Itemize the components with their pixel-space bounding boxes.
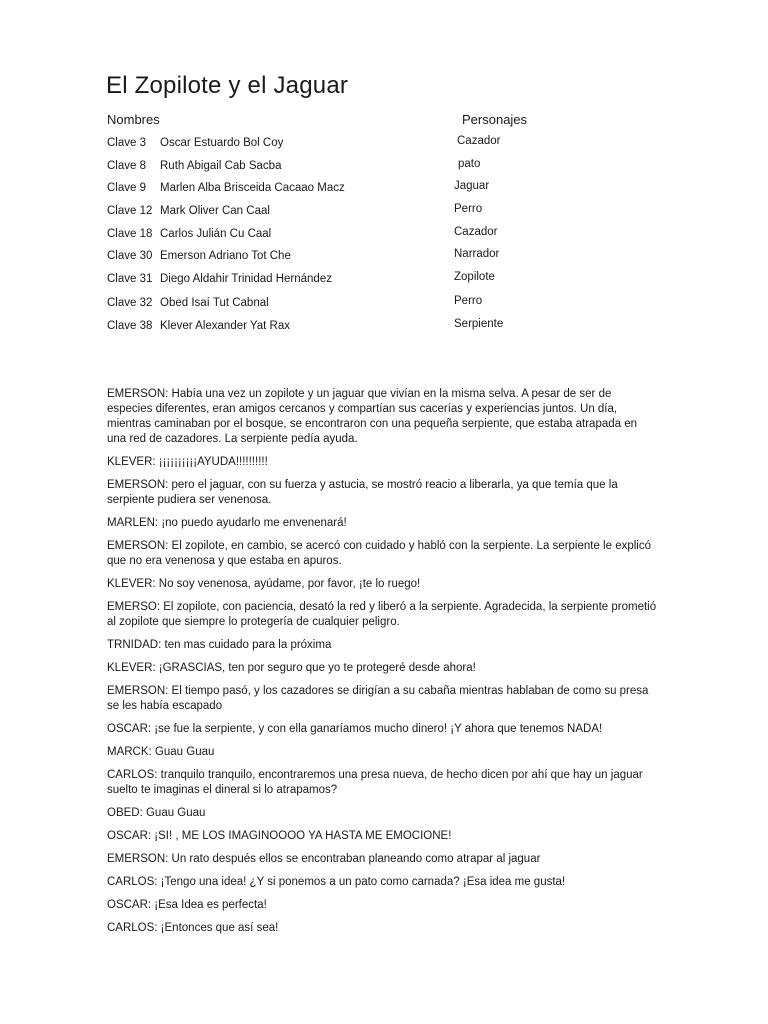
cast-role: Cazador [457, 135, 501, 147]
cast-name: Klever Alexander Yat Rax [160, 320, 290, 332]
cast-row [107, 250, 627, 268]
cast-name: Marlen Alba Brisceida Cacaao Macz [160, 182, 345, 194]
cast-row [107, 160, 627, 178]
cast-name: Diego Aldahir Trinidad Hernández [160, 273, 332, 285]
dialogue-line: MARLEN: ¡no puedo ayudarlo me envenenará! [107, 517, 347, 529]
cast-code: Clave 12 [107, 205, 153, 217]
cast-role: Perro [454, 295, 483, 307]
cast-name: Obed Isaí Tut Cabnal [160, 297, 269, 309]
dialogue-line: TRNIDAD: ten mas cuidado para la próxima [107, 639, 332, 651]
cast-code: Clave 38 [107, 320, 153, 332]
cast-name: Carlos Julián Cu Caal [160, 228, 272, 240]
dialogue-line: OSCAR: ¡Esa Idea es perfecta! [107, 899, 267, 911]
cast-role: Cazador [454, 226, 498, 238]
dialogue-line: MARCK: Guau Guau [107, 746, 215, 758]
cast-role: Serpiente [454, 318, 504, 330]
cast-row [107, 205, 627, 223]
cast-row [107, 320, 627, 338]
dialogue-line: KLEVER: ¡¡¡¡¡¡¡¡¡¡AYUDA!!!!!!!!!! [107, 456, 268, 468]
cast-row [107, 182, 627, 200]
cast-code: Clave 9 [107, 182, 146, 194]
dialogue-line: EMERSON: pero el jaguar, con su fuerza y astucia, se mostró reacio a liberarla, ya que temía que la serpiente pudiera ser venenosa. [107, 479, 618, 506]
document-title: El Zopilote y el Jaguar [106, 72, 349, 99]
cast-row [107, 137, 627, 155]
dialogue-line: EMERSON: El tiempo pasó, y los cazadores se dirigían a su cabaña mientras hablaban de como su presa se les había escapado [107, 685, 649, 712]
cast-row [107, 228, 627, 246]
cast-name: Ruth Abigail Cab Sacba [160, 160, 282, 172]
dialogue-line: OSCAR: ¡SI! , ME LOS IMAGINOOOO YA HASTA ME EMOCIONE! [107, 830, 452, 842]
cast-role: Perro [454, 203, 483, 215]
dialogue-line: KLEVER: No soy venenosa, ayúdame, por favor, ¡te lo ruego! [107, 578, 421, 590]
cast-role: pato [458, 158, 481, 170]
cast-code: Clave 32 [107, 297, 153, 309]
roles-header: Personajes [462, 112, 528, 127]
cast-code: Clave 30 [107, 250, 153, 262]
cast-row [107, 297, 627, 315]
dialogue-line: KLEVER: ¡GRASCIAS, ten por seguro que yo te protegeré desde ahora! [107, 662, 476, 674]
dialogue-line: CARLOS: ¡Tengo una idea! ¿Y si ponemos a un pato como carnada? ¡Esa idea me gusta! [107, 876, 566, 888]
names-header: Nombres [107, 112, 160, 127]
cast-code: Clave 8 [107, 160, 146, 172]
dialogue-line: CARLOS: tranquilo tranquilo, encontraremos una presa nueva, de hecho dicen por ahí que hay un jaguar suelto te imaginas el dineral si lo atrapamos? [107, 769, 643, 796]
script-body [107, 387, 657, 944]
dialogue-line: EMERSON: El zopilote, en cambio, se acercó con cuidado y habló con la serpiente. La serpiente le explicó que no era venenosa y que estaba en apuros. [107, 540, 651, 567]
cast-code: Clave 3 [107, 137, 146, 149]
cast-name: Mark Oliver Can Caal [160, 205, 270, 217]
dialogue-line: OBED: Guau Guau [107, 807, 206, 819]
dialogue-line: EMERSON: Había una vez un zopilote y un jaguar que vivían en la misma selva. A pesar de ser de especies diferentes, eran amigos cercanos y compartían sus cacerías y experiencias juntos. Un día, mientras caminaban por el bosque, se encontraron con una pequeña serpiente, que estaba atrapada en una red de cazadores. La serpiente pedía ayuda. [107, 388, 638, 445]
dialogue-line: EMERSON: Un rato después ellos se encontraban planeando como atrapar al jaguar [107, 853, 541, 865]
dialogue-line: EMERSO: El zopilote, con paciencia, desató la red y liberó a la serpiente. Agradecida, la serpiente prometió al zopilote que siempre lo protegería de cualquier peligro. [107, 601, 657, 628]
cast-name: Oscar Estuardo Bol Coy [160, 137, 284, 149]
cast-name: Emerson Adriano Tot Che [160, 250, 291, 262]
cast-role: Narrador [454, 248, 500, 260]
cast-role: Jaguar [454, 180, 490, 192]
cast-role: Zopilote [454, 271, 495, 283]
cast-row [107, 273, 627, 291]
dialogue-line: CARLOS: ¡Entonces que así sea! [107, 922, 279, 934]
cast-code: Clave 18 [107, 228, 153, 240]
cast-code: Clave 31 [107, 273, 153, 285]
dialogue-line: OSCAR: ¡se fue la serpiente, y con ella ganaríamos mucho dinero! ¡Y ahora que tenemos NADA! [107, 723, 603, 735]
